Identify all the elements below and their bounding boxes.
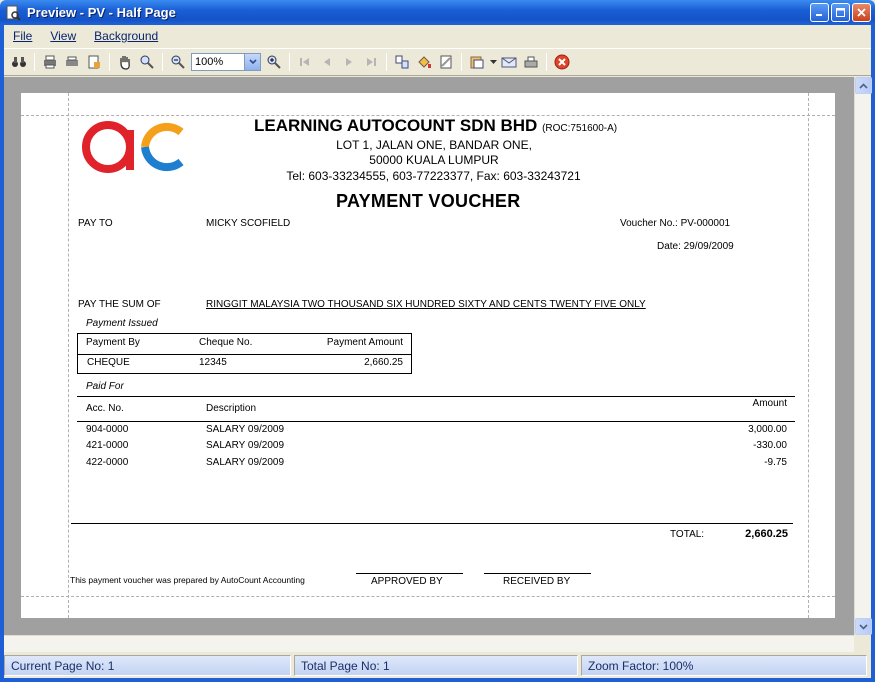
- description-header: Description: [206, 403, 257, 414]
- zoom-dropdown-button[interactable]: [244, 54, 260, 70]
- item-amount: -330.00: [753, 440, 787, 451]
- received-signature-line: [484, 573, 591, 574]
- toolbar: [4, 48, 871, 76]
- amount-header: Amount: [752, 398, 787, 409]
- pay-sum-value: RINGGIT MALAYSIA TWO THOUSAND SIX HUNDRED SIXTY AND CENTS TWENTY FIVE ONLY: [206, 299, 646, 310]
- voucher-page: [21, 93, 835, 618]
- paid-for-header-rule: [77, 421, 795, 422]
- paid-for-top-rule: [77, 396, 795, 397]
- margin-guide-bottom: [21, 596, 835, 597]
- total-rule: [71, 523, 793, 524]
- payment-by-value: CHEQUE: [87, 357, 130, 368]
- company-name-text: LEARNING AUTOCOUNT SDN BHD: [254, 116, 538, 135]
- printer-setup-icon: [42, 54, 58, 70]
- next-page-icon: [341, 54, 357, 70]
- payment-table-divider: [78, 354, 411, 355]
- address-line2: 50000 KUALA LUMPUR: [369, 153, 499, 167]
- watermark-icon: [438, 54, 454, 70]
- toolbar-separator: [34, 53, 35, 71]
- last-page-icon: [363, 54, 379, 70]
- send-fax-button[interactable]: [520, 51, 542, 73]
- paint-bucket-icon: [416, 54, 432, 70]
- payment-issued-label: Payment Issued: [86, 318, 158, 329]
- menu-file-label: File: [13, 29, 33, 43]
- cheque-no-header: Cheque No.: [199, 337, 253, 348]
- item-description: SALARY 09/2009: [206, 457, 285, 468]
- item-description: SALARY 09/2009: [206, 424, 285, 435]
- current-page-status: Current Page No: 1: [4, 655, 291, 676]
- minimize-button[interactable]: [810, 3, 829, 22]
- chevron-down-icon: [249, 59, 257, 65]
- menu-background-label: Background: [94, 29, 159, 43]
- payment-amount-value: 2,660.25: [364, 357, 403, 368]
- menu-file[interactable]: [4, 27, 41, 45]
- multiple-pages-button[interactable]: [391, 51, 413, 73]
- toolbar-separator: [289, 53, 290, 71]
- export-button[interactable]: [466, 51, 488, 73]
- printer-icon: [64, 54, 80, 70]
- watermark-button[interactable]: [435, 51, 457, 73]
- footer-note: This payment voucher was prepared by AutoCount Accounting: [70, 575, 305, 585]
- item-amount: 3,000.00: [748, 424, 787, 435]
- total-page-status: Total Page No: 1: [294, 655, 578, 676]
- cheque-no-value: 12345: [199, 357, 227, 368]
- toolbar-separator: [162, 53, 163, 71]
- previous-page-icon: [319, 54, 335, 70]
- horizontal-scrollbar[interactable]: [4, 635, 854, 652]
- toolbar-separator: [109, 53, 110, 71]
- company-name: [254, 116, 617, 136]
- minimize-icon: [815, 8, 824, 17]
- print-setup-button[interactable]: [39, 51, 61, 73]
- zoom-combobox[interactable]: [191, 53, 261, 71]
- payment-issued-table: [77, 333, 412, 374]
- page-setup-button[interactable]: [83, 51, 105, 73]
- payment-by-header: Payment By: [86, 337, 140, 348]
- menu-background[interactable]: [85, 27, 167, 45]
- status-bar: [4, 653, 871, 678]
- window-frame-bottom: [0, 678, 875, 682]
- margin-guide-right: [808, 93, 809, 618]
- pay-to-label: PAY TO: [78, 218, 113, 229]
- first-page-icon: [297, 54, 313, 70]
- zoom-in-button[interactable]: [263, 51, 285, 73]
- zoom-in-icon: [266, 54, 282, 70]
- item-acc-no: 904-0000: [86, 424, 129, 435]
- close-button[interactable]: [852, 3, 871, 22]
- first-page-button[interactable]: [294, 51, 316, 73]
- zoom-factor-status: Zoom Factor: 100%: [581, 655, 867, 676]
- margin-guide-left: [68, 93, 69, 618]
- scrollbar-corner: [854, 635, 871, 652]
- exit-button[interactable]: [551, 51, 573, 73]
- maximize-icon: [836, 8, 845, 17]
- zoom-out-button[interactable]: [167, 51, 189, 73]
- scroll-down-button[interactable]: [855, 618, 872, 635]
- title-bar: [0, 0, 875, 25]
- company-roc: (ROC:751600-A): [542, 123, 618, 134]
- toolbar-separator: [461, 53, 462, 71]
- company-contact: Tel: 603-33234555, 603-77223377, Fax: 603-33243721: [286, 169, 581, 183]
- company-logo: [81, 120, 193, 175]
- zoom-out-icon: [170, 54, 186, 70]
- find-button[interactable]: [8, 51, 30, 73]
- multiple-pages-icon: [394, 54, 410, 70]
- hand-icon: [117, 54, 133, 70]
- chevron-down-icon: [859, 624, 868, 630]
- address-line1: LOT 1, JALAN ONE, BANDAR ONE,: [336, 138, 532, 152]
- paid-for-label: Paid For: [86, 381, 124, 392]
- exit-icon: [554, 54, 570, 70]
- voucher-date: Date: 29/09/2009: [657, 241, 734, 252]
- voucher-number: Voucher No.: PV-000001: [620, 218, 731, 229]
- item-amount: -9.75: [764, 457, 787, 468]
- approved-by-label: APPROVED BY: [371, 576, 443, 587]
- vertical-scrollbar[interactable]: [854, 77, 871, 635]
- last-page-button[interactable]: [360, 51, 382, 73]
- item-description: SALARY 09/2009: [206, 440, 285, 451]
- received-by-label: RECEIVED BY: [503, 576, 571, 587]
- toolbar-separator: [386, 53, 387, 71]
- menu-view-label: View: [50, 29, 77, 43]
- pay-to-value: MICKY SCOFIELD: [206, 218, 291, 229]
- window-frame-right: [871, 25, 875, 682]
- window-title: Preview - PV - Half Page: [27, 5, 176, 20]
- toolbar-separator: [546, 53, 547, 71]
- background-color-button[interactable]: [413, 51, 435, 73]
- voucher-title: PAYMENT VOUCHER: [336, 191, 521, 211]
- total-label: TOTAL:: [670, 529, 705, 540]
- fax-icon: [523, 54, 539, 70]
- acc-no-header: Acc. No.: [86, 403, 124, 414]
- zoom-value: 100%: [195, 56, 224, 68]
- item-acc-no: 421-0000: [86, 440, 129, 451]
- pay-sum-label: PAY THE SUM OF: [78, 299, 161, 310]
- print-button[interactable]: [61, 51, 83, 73]
- page-setup-icon: [86, 54, 102, 70]
- send-email-button[interactable]: [498, 51, 520, 73]
- chevron-down-icon: [490, 60, 497, 65]
- magnifier-button[interactable]: [136, 51, 158, 73]
- menu-bar: [4, 25, 871, 47]
- chevron-up-icon: [859, 83, 868, 89]
- magnifier-icon: [139, 54, 155, 70]
- binoculars-icon: [11, 54, 27, 70]
- menu-view[interactable]: [41, 27, 85, 45]
- maximize-button[interactable]: [831, 3, 850, 22]
- export-dropdown-button[interactable]: [488, 51, 498, 73]
- item-acc-no: 422-0000: [86, 457, 129, 468]
- payment-amount-header: Payment Amount: [326, 337, 403, 348]
- scroll-up-button[interactable]: [855, 77, 872, 94]
- previous-page-button[interactable]: [316, 51, 338, 73]
- approved-signature-line: [356, 573, 463, 574]
- total-value: 2,660.25: [745, 528, 788, 540]
- hand-tool-button[interactable]: [114, 51, 136, 73]
- next-page-button[interactable]: [338, 51, 360, 73]
- export-icon: [469, 54, 485, 70]
- preview-icon: [5, 5, 21, 21]
- close-icon: [857, 8, 866, 17]
- envelope-icon: [501, 54, 517, 70]
